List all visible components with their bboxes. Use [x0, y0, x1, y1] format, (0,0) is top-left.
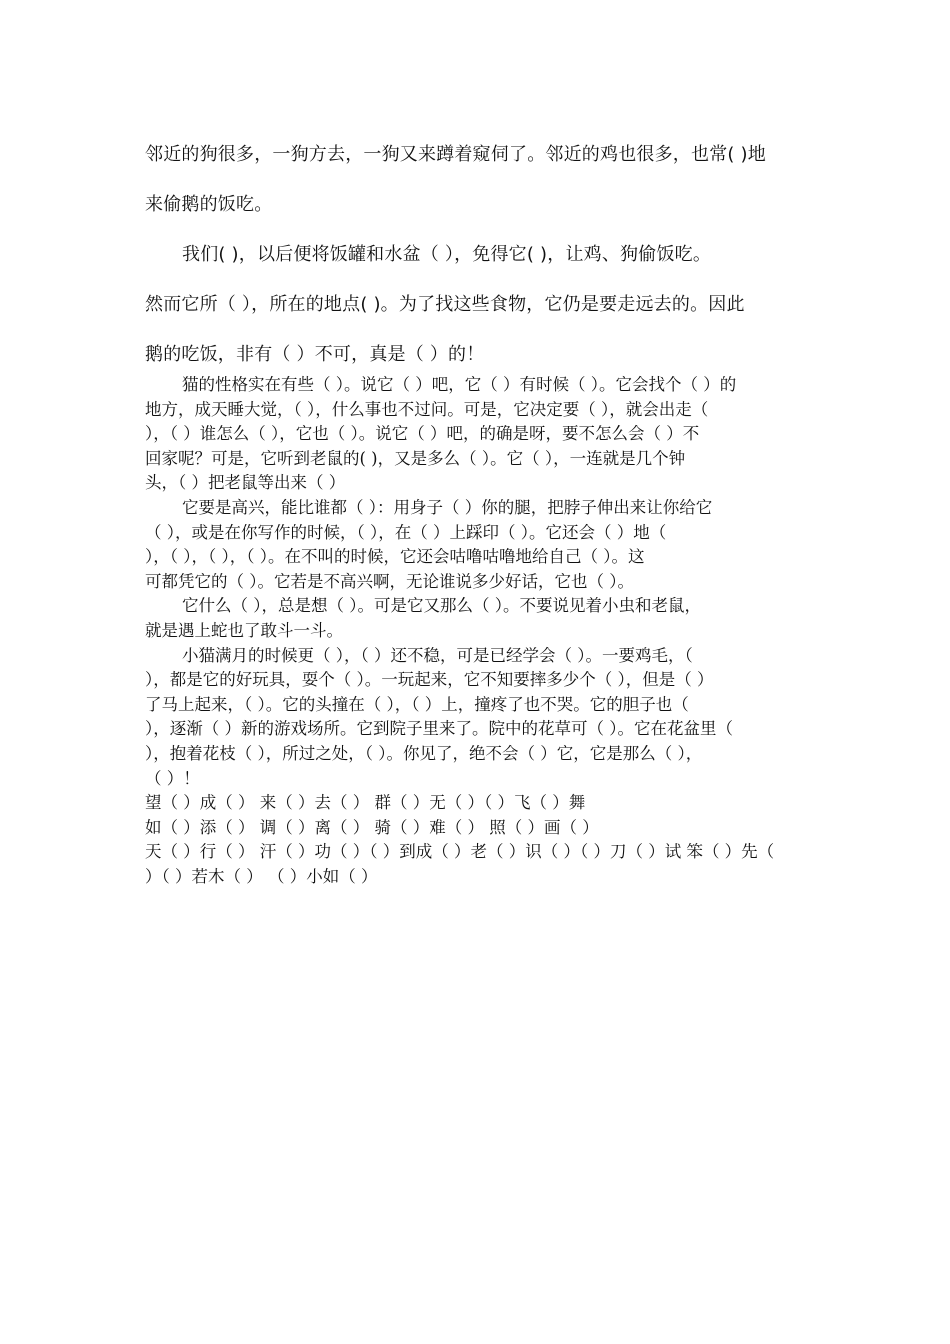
text-line: 它要是高兴，能比谁都（ ）：用身子（ ）你的腿，把脖子伸出来让你给它: [182, 497, 713, 517]
text-line: 可都凭它的（ ）。它若是不高兴啊，无论谁说多少好话，它也（ ）。: [145, 571, 634, 591]
text-line: ），抱着花枝（ ），所过之处，（ ）。你见了，绝不会（ ）它，它是那么（ ），: [145, 743, 703, 763]
text-line: ），（ ），（ ），（ ）。在不叫的时候，它还会咕噜咕噜地给自己（ ）。这: [145, 547, 645, 567]
text-line: 回家呢？可是，它听到老鼠的( )，又是多么（ ）。它（ ），一连就是几个钟: [145, 448, 686, 468]
text-line: 头，（ ）把老鼠等出来（ ）: [145, 473, 346, 493]
idiom-line: 望（ ）成（ ） 来（ ）去（ ） 群（ ）无（ ）（ ）飞（ ）舞: [145, 793, 586, 813]
text-line: 了马上起来，（ ）。它的头撞在（ ），（ ）上，撞疼了也不哭。它的胆子也（: [145, 694, 689, 714]
text-line: 鹅的吃饭，非有（ ）不可，真是（ ）的！: [145, 344, 485, 365]
text-line: 小猫满月的时候更（ ），（ ）还不稳，可是已经学会（ ）。一要鸡毛，（: [182, 645, 693, 665]
text-line: 地方，成天睡大觉，（ ），什么事也不过问。可是，它决定要（ ），就会出走（: [145, 399, 709, 419]
text-line: 来偷鹅的饭吃。: [145, 194, 273, 215]
cat-passage: [145, 373, 813, 889]
text-line: 猫的性格实在有些（ ）。说它（ ）吧，它（ ）有时候（ ）。它会找个（ ）的: [182, 375, 737, 394]
text-line: 我们( )，以后便将饭罐和水盆（ ），免得它( )，让鸡、狗偷饭吃。: [182, 244, 712, 265]
text-line: （ ）！: [145, 768, 200, 788]
text-line: 就是遇上蛇也了敢斗一斗。: [145, 620, 343, 640]
idiom-line: 如（ ）添（ ） 调（ ）离（ ） 骑（ ）难（ ） 照（ ）画（ ）: [145, 817, 599, 837]
text-line: 邻近的狗很多，一狗方去，一狗又来蹲着窥伺了。邻近的鸡也很多，也常( )地: [145, 144, 766, 165]
text-line: ），逐渐（ ）新的游戏场所。它到院子里来了。院中的花草可（ ）。它在花盆里（: [145, 719, 733, 739]
text-line: 它什么（ ），总是想（ ）。可是它又那么（ ）。不要说见着小虫和老鼠，: [182, 596, 701, 616]
idiom-line: ）（ ）若木（ ） （ ）小如（ ）: [145, 866, 378, 886]
idiom-line: 天（ ）行（ ） 汗（ ）功（ ）（ ）到成（ ）老（ ）识（ ）（ ）刀（ ）试 笨（ ）先（: [145, 842, 775, 862]
text-line: （ ），或是在你写作的时候，（ ），在（ ）上踩印（ ）。它还会（ ）地（: [145, 522, 667, 542]
text-line: ），都是它的好玩具，耍个（ ）。一玩起来，它不知要摔多少个（ ），但是（ ）: [145, 670, 714, 690]
text-line: ），（ ）谁怎么（ ），它也（ ）。说它（ ）吧，的确是呀，要不怎么会（ ）不: [145, 424, 700, 444]
text-line: 然而它所（ ），所在的地点( )。为了找这些食物，它仍是要走远去的。因此: [145, 294, 745, 315]
